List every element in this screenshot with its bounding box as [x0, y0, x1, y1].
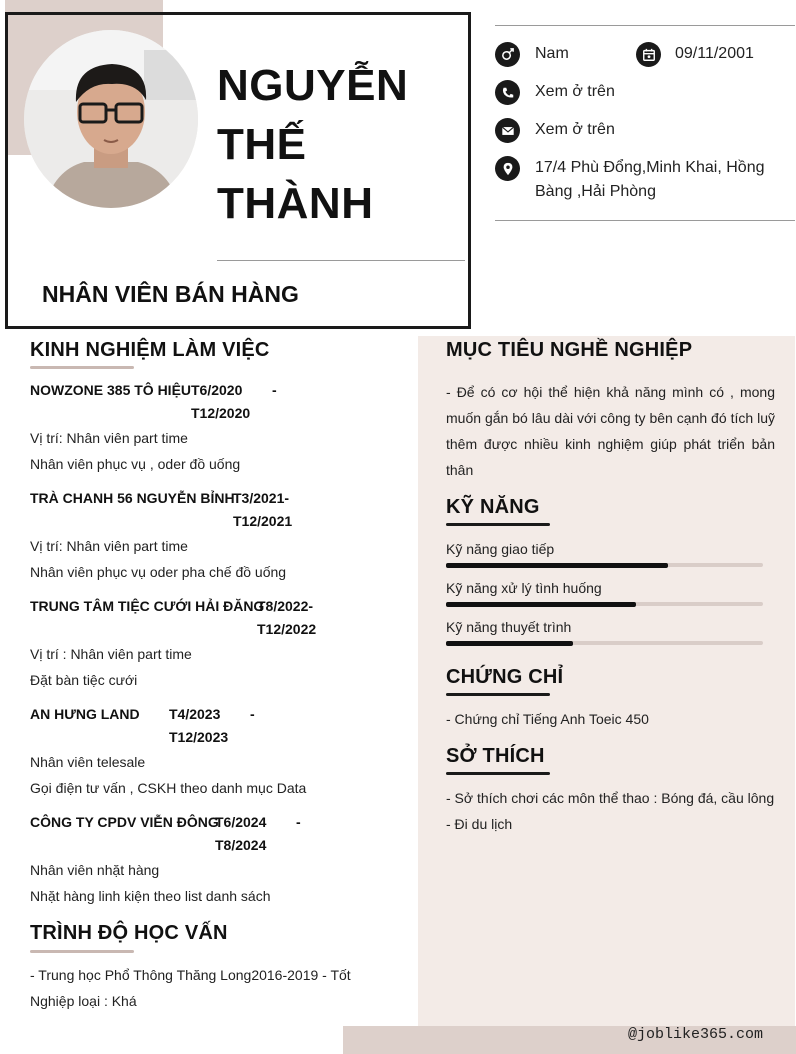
objective-text [446, 379, 775, 483]
skill-bar [446, 563, 763, 567]
skill-label: Kỹ năng xử lý tình huống [446, 580, 602, 596]
job-company: NOWZONE 385 TÔ HIỆU [30, 382, 192, 398]
skills-title: KỸ NĂNG [446, 496, 540, 518]
job-date-end: T12/2021 [233, 513, 293, 529]
job-date-end: T8/2024 [215, 837, 267, 853]
certificate-line: - Chứng chỉ Tiếng Anh Toeic 450 [446, 711, 649, 727]
education-line: - Trung học Phổ Thông Thăng Long2016-2019 - Tốt [30, 967, 351, 983]
email-value: Xem ở trên [535, 121, 615, 138]
calendar-icon [636, 42, 661, 67]
job-line: Vị trí : Nhân viên part time [30, 646, 192, 662]
skill-bar-fill [446, 563, 668, 568]
job-date [233, 487, 292, 533]
education-title-underline [30, 950, 134, 953]
certificates-title: CHỨNG CHỈ [446, 666, 564, 688]
address-line-2: Bàng ,Hải Phòng [535, 183, 656, 200]
watermark: @joblike365.com [628, 1026, 764, 1043]
skill-bar [446, 641, 763, 645]
phone-value: Xem ở trên [535, 83, 615, 100]
name-divider [217, 260, 465, 261]
objective-title: MỤC TIÊU NGHỀ NGHIỆP [446, 339, 693, 361]
skill-bar-fill [446, 602, 636, 607]
job-date-end: T12/2022 [257, 621, 317, 637]
address-line-1: 17/4 Phù Đổng,Minh Khai, Hồng [535, 159, 765, 176]
job-title: NHÂN VIÊN BÁN HÀNG [42, 281, 299, 307]
objective-line: thân [446, 462, 474, 478]
job-date-start: T6/2020 [191, 382, 243, 398]
job-line: Nhân viên nhặt hàng [30, 862, 160, 878]
job-date-start: T3/2021- [233, 490, 290, 506]
job-date-dash: - [296, 814, 301, 830]
skill-bar-fill [446, 641, 573, 646]
job-date-start: T6/2024 [215, 814, 267, 830]
objective-line: muốn gắn bó lâu dài với công ty bên cạnh đó tích luỹ [446, 410, 775, 426]
job-company: CÔNG TY CPDV VIỄN ĐÔNG [30, 814, 219, 830]
mail-icon [495, 118, 520, 143]
job-line: Vị trí: Nhân viên part time [30, 430, 188, 446]
phone-icon [495, 80, 520, 105]
job-date [169, 703, 228, 749]
experience-title: KINH NGHIỆM LÀM VIỆC [30, 339, 270, 361]
address-value [535, 156, 790, 204]
job-line: Đặt bàn tiệc cưới [30, 672, 138, 688]
skills-title-underline [446, 523, 550, 526]
location-icon [495, 156, 520, 181]
education-line: Nghiệp loại : Khá [30, 993, 137, 1009]
full-name [217, 56, 457, 233]
job-date [191, 379, 250, 425]
job-line: Nhân viên phục vụ oder pha chế đồ uống [30, 564, 287, 580]
job-line: Nhặt hàng linh kiện theo list danh sách [30, 888, 271, 904]
skill-bar [446, 602, 763, 606]
objective-line: thêm được nhiều kinh nghiệm giúp phát triển bản [446, 436, 775, 452]
contact-top-divider [495, 25, 795, 26]
job-date [215, 811, 266, 857]
job-date-end: T12/2020 [191, 405, 251, 421]
job-date-end: T12/2023 [169, 729, 229, 745]
certificates-title-underline [446, 693, 550, 696]
education-title: TRÌNH ĐỘ HỌC VẤN [30, 922, 228, 944]
hobbies-title: SỞ THÍCH [446, 745, 545, 767]
skill-label: Kỹ năng thuyết trình [446, 619, 572, 635]
skill-label: Kỹ năng giao tiếp [446, 541, 555, 557]
job-date-dash: - [250, 706, 255, 722]
job-date-start: T4/2023 [169, 706, 221, 722]
name-line-1: NGUYỄN [217, 61, 409, 110]
job-line: Vị trí: Nhân viên part time [30, 538, 188, 554]
job-date [257, 595, 316, 641]
job-line: Gọi điện tư vấn , CSKH theo danh mục Data [30, 780, 307, 796]
birthday-value: 09/11/2001 [675, 45, 754, 62]
job-company: AN HƯNG LAND [30, 706, 140, 722]
job-date-dash: - [272, 382, 277, 398]
contact-bottom-divider [495, 220, 795, 221]
job-company: TRÀ CHANH 56 NGUYỄN BỈNH [30, 490, 235, 506]
hobby-line: - Sở thích chơi các môn thể thao : Bóng đá, cầu lông [446, 790, 775, 806]
name-line-3: THÀNH [217, 179, 374, 228]
gender-value: Nam [535, 45, 569, 62]
gender-icon [495, 42, 520, 67]
hobbies-title-underline [446, 772, 550, 775]
job-company: TRUNG TÂM TIỆC CƯỚI HẢI ĐĂNG [30, 598, 265, 614]
job-line: Nhân viên telesale [30, 754, 146, 770]
name-line-2: THẾ [217, 120, 307, 169]
hobby-line: - Đi du lịch [446, 816, 513, 832]
objective-line: - Để có cơ hội thể hiện khả năng mình có , mong [446, 384, 775, 400]
job-line: Nhân viên phục vụ , oder đồ uống [30, 456, 241, 472]
experience-title-underline [30, 366, 134, 369]
job-date-start: T8/2022- [257, 598, 314, 614]
